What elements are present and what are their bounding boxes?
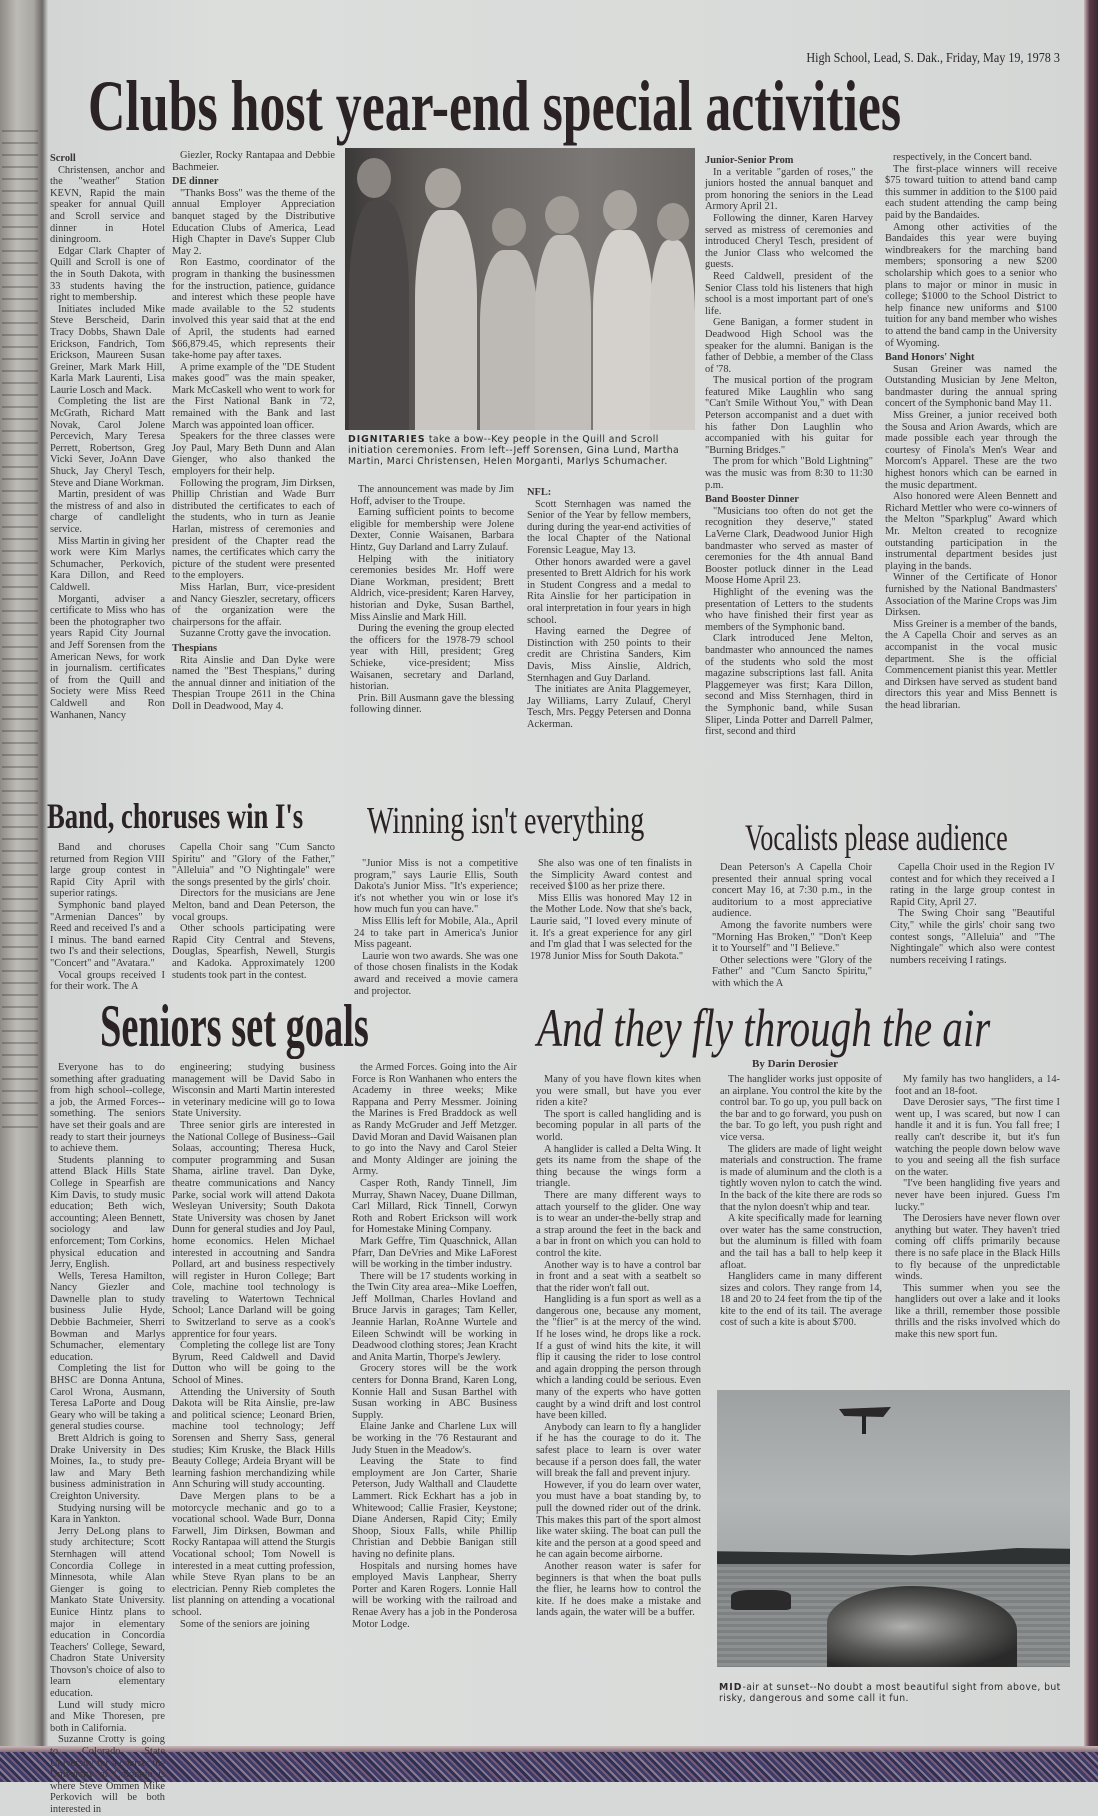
fly-column-3 — [895, 1074, 1060, 1386]
headline-fly: And they fly through the air — [537, 998, 991, 1058]
headline-winning: Winning isn't everything — [367, 800, 645, 842]
paragraph: Anybody can learn to fly a hanglider if he has the courage to do it. The safest place to learn is over water because if a person does fall, the water will break the fall and prevent injury. — [536, 1421, 701, 1480]
paragraph: Rita Ainslie and Dan Dyke were named the "Best Thespians," during the annual dinner and initiation of the Thespian Troupe 2611 in the China Doll in Deadwood, May 4. — [172, 654, 335, 712]
subhead: Band Booster Dinner — [705, 494, 799, 506]
paragraph: Reed Caldwell, president of the Senior Class told his listeners that high school is a most important part of one's life. — [705, 270, 873, 317]
clubs-column-3b — [527, 484, 691, 794]
paragraph: Directors for the musicians are Jene Melton, band and Dean Peterson, the vocal groups. — [172, 888, 335, 923]
paragraph: Vocal groups received I for their work. The A — [50, 969, 165, 993]
paragraph: Among the favorite numbers were "Morning Has Broken," "Don't Keep it to Yourself" and "I Believe." — [712, 919, 872, 955]
paragraph: She also was one of ten finalists in the Simplicity Award contest and received $100 as her prize there. — [530, 858, 692, 893]
subhead: DE dinner — [172, 176, 219, 188]
paragraph: Symphonic band played "Armenian Dances" by Reed and received I's and a I minus. The band earned two I's and their selections, "Concert" and "Avatara." — [50, 899, 165, 969]
paragraph: Martin, president of was the mistress of and also in charge of candlelight service. — [50, 489, 165, 535]
paragraph: The sport is called hangliding and is becoming popular in all parts of the world. — [536, 1108, 701, 1143]
paragraph: Initiates included Mike Steve Berscheid, Darin Tracy Dobbs, Shawn Dale Erickson, Fandrich, Tom Erickson, Maureen Susan Greiner, Mark Mark Hill, Karla Mark Laurenti, Lisa Laurie Losch and Mack. — [50, 303, 165, 396]
paragraph: Hangliders came in many different sizes and colors. They range from 14, 18 and 20 to 24 feet from the tip of the kite to the end of its tail. The average cost of such a kite is about $700. — [720, 1271, 882, 1329]
shoreline — [717, 1548, 1070, 1564]
paragraph: Completing the list for BHSC are Donna Antuna, Carol Wrona, Ausmann, Teresa LaPorte and Doug Geary who will be taking a general studies course. — [50, 1363, 165, 1433]
paragraph: A prime example of the "DE Student makes good" was the main speaker, Mark McCaskell who went to work for the First National Bank in '72, remained with the Bank and last March was appointed loan officer. — [172, 361, 335, 431]
subhead: Scroll — [50, 153, 76, 164]
paragraph: Clark introduced Jene Melton, bandmaster who announced the names of the students who sold the most magazine subscriptions last fall. Anita Plaggemeyer was first; Kara Dillon, second and Miss Sternhagen, third in the Symphonic band, while Susan Sliper, Linda Potter and Darrell Palmer, first, second and third — [705, 633, 873, 738]
paragraph: Miss Harlan, Burr, vice-president and Nancy Gieszler, secretary, officers of the organization were the chairpersons for the affair. — [172, 581, 335, 628]
paragraph: The hanglider works just opposite of an airplane. You control the kite by the control bar. To go up, you pull back on the bar and to go forward, you push on the bar. To go left, you push right and vice versa. — [720, 1074, 882, 1143]
paragraph: The Swing Choir sang "Beautiful City," while the girls' choir sang two contest songs, "Alleluia" and "The Nightingale" which also were contest numbers receiving I ratings. — [890, 908, 1055, 966]
paragraph: Winner of the Certificate of Honor furnished by the National Bandmasters' Association of the Marine Crops was Jim Dirksen. — [885, 572, 1057, 619]
person-head — [603, 190, 637, 230]
paragraph: Capella Choir sang "Cum Sancto Spiritu" and "Glory of the Father," "Alleluia" and "O Nightingale" were the songs presented by the girls' choir. — [172, 842, 335, 888]
headline-clubs: Clubs host year-end special activities — [88, 66, 902, 146]
clubs-column-4 — [705, 152, 873, 792]
person-head — [545, 196, 579, 234]
paragraph: Dave Derosier says, "The first time I went up, I was scared, but now I can handle it and it is fun. You fall free; I really can't describe it, but it's fun watching the people down below wave to you and seeing all the fish surface on the water. — [895, 1097, 1060, 1178]
caption-lead: DIGNITARIES — [348, 434, 426, 445]
paragraph: Highlight of the evening was the presentation of Letters to the students who have finished their first year as members of the Symphonic band. — [705, 586, 873, 633]
band-column-2 — [172, 842, 335, 992]
person-figure — [415, 210, 477, 430]
paragraph: Gene Banigan, a former student in Deadwood High School was the speaker for the alumni. Banigan is the father of Debbie, a member of the Class of '78. — [705, 317, 873, 375]
paragraph: Elaine Janke and Charlene Lux will be working in the '76 Restaurant and Judy Stuen in the Meadow's. — [352, 1421, 517, 1456]
paragraph: respectively, in the Concert band. — [893, 152, 1032, 163]
paragraph: Miss Ellis left for Mobile, Ala., April 24 to take part in America's Junior Miss pageant. — [354, 915, 518, 951]
subhead: NFL: — [527, 487, 552, 498]
paragraph: Laurie won two awards. She was one of those chosen finalists in the Kodak award and received a movie camera and projector. — [354, 950, 518, 997]
paragraph: Susan Greiner was named the Outstanding Musician by Jene Melton, bandmaster during the annual spring concert of the Symphonic band May 11. — [885, 363, 1057, 410]
paragraph: Attending the University of South Dakota will be Rita Ainslie, pre-law and political science; Leonard Brien, machine tool technology; Jeff Sorensen and Sherry Sass, general studies; Kim Kruske, the Black Hills Beauty College; Ardeia Bryant will be learning fashion merchandizing while Ann Schuring will study accounting. — [172, 1386, 335, 1491]
paragraph: My family has two hangliders, a 14-foot and an 18-foot. — [895, 1074, 1060, 1097]
paragraph: The initiates are Anita Plaggemeyer, Jay Williams, Larry Zulauf, Cheryl Tesch, Mrs. Peggy Petersen and Donna Ackerman. — [527, 684, 691, 730]
paragraph: Among other activities of the Bandaides this year were buying windbreakers for the marching band members; sponsoring a new $200 scholarship which goes to a senior who plans to major or minor in music in college; $1000 to the School District to help finance new uniforms and $100 tuition for any band member who wishes to attend the band camp in the University of Wyoming. — [885, 221, 1057, 349]
paragraph: "Musicians too often do not get the recognition they deserve," stated LaVerne Clark, Deadwood Junior High bandmaster who served as master of ceremonies for the 4th annual Band Booster potluck dinner in the Lead Moose Home April 23. — [705, 505, 873, 587]
hanglider-photo-caption — [719, 1682, 1069, 1704]
paragraph: The gliders are made of light weight materials and construction. The frame is made of aluminum and the cloth is a tightly woven nylon to catch the wind. In the back of the kite there are rods so that the nylon doesn't whip and tear. — [720, 1143, 882, 1213]
paragraph: Mark Geffre, Tim Quaschnick, Allan Pfarr, Dan DeVries and Mike LaForest will be working in the timber industry. — [352, 1235, 517, 1271]
paragraph: Miss Greiner is a member of the bands, the A Capella Choir and serves as an accompanist in the vocal music department. She is the official Commencement pianist this year. Mettler and Dirksen have served as student band directors this year and Miss Bennett is the head librarian. — [885, 618, 1057, 711]
paragraph: Miss Greiner, a junior received both the Sousa and Arion Awards, which are made possible each year through the courtesy of Finola's Men's Wear and Morcom's Apparel. These are the two highest honors which can be earned in the music department. — [885, 410, 1057, 491]
paragraph: Prin. Bill Ausmann gave the blessing following dinner. — [350, 692, 514, 716]
paragraph: However, if you do learn over water, you must have a boat standing by, to pull the downed rider out of the drink. This makes this part of the sport almost like water skiing. The boat can pull the kite and the person at a good speed and he can again become airborne. — [536, 1479, 701, 1561]
clubs-column-1 — [50, 150, 165, 790]
paragraph: Morganti, adviser a certificate to Miss who has been the photographer two years Rapid City Journal and Jeff Sorensen from the American News, for work in journalism. certificates of from the Quill and Society were Miss Reed Caldwell and Ron Wanhanen, Nancy — [50, 593, 165, 721]
fly-column-2 — [720, 1074, 882, 1386]
clubs-column-5 — [885, 152, 1057, 816]
paragraph: Other honors awarded were a gavel presented to Brett Aldrich for his work in Student Congress and a medal to Rita Ainslie for her participation in oral interpretation in four years in high school. — [527, 556, 691, 626]
paragraph: Ron Eastmo, coordinator of the program in thanking the businessmen for the instruction, patience, guidance and interest which these people have made available to the 52 students involved this year said that at the end of April, the students had earned $66,879.45, which represents their take-home pay after taxes. — [172, 257, 335, 362]
winning-column-2 — [530, 858, 692, 998]
paragraph: Christensen, anchor and the "weather" Station KEVN, Rapid the main speaker for annual Quill and Scroll service and dinner in Hotel diningroom. — [50, 164, 165, 246]
paragraph: The Derosiers have never flown over anything but water. They haven't tried coming off cliffs primarily because there is no safe place in the Black Hills to fly because of the unpredictable winds. — [895, 1213, 1060, 1283]
paragraph: Following the dinner, Karen Harvey served as mistress of ceremonies and introduced Cheryl Tesch, president of the Junior Class who welcomed the guests. — [705, 212, 873, 271]
person-head — [425, 168, 461, 208]
paragraph: Studying nursing will be Kara in Yankton. — [50, 1502, 165, 1526]
dignitaries-photo — [345, 148, 695, 430]
paragraph: Suzanne Crotty is going to Colorado State University for a course; the University of Colorado is where Steve Ommen Mike Perkovich will be both interested in — [50, 1734, 165, 1815]
subhead: Thespians — [172, 642, 218, 654]
paragraph: Helping with the initiatory ceremonies besides Mr. Hoff were Diane Workman, president; Brett Aldrich, vice-president; Karen Harvey, historian and Dyke, Susan Barthel, Miss Ainslie and Mark Hill. — [350, 553, 514, 623]
paragraph: In a veritable "garden of roses," the juniors hosted the annual banquet and prom honoring the seniors in the Lead Armory April 21. — [705, 166, 873, 213]
paragraph: There are many different ways to attach yourself to the glider. One way is to wear an under-the-belly strap and a strap around the feet in the back and a bar in front on which you can hold to control the kite. — [536, 1189, 701, 1259]
paragraph: Dave Mergen plans to be a motorcycle mechanic and go to a vocational school. Wade Burr, Donna Farwell, Jim Dirksen, Bowman and Rocky Rantapaa will attend the Sturgis Vocational school; Tom Nowell is interested in a meat cutting profession, while Steve Ryan plans to be an electrician. Penny Rieb completes the list planning on attending a vocational school. — [172, 1490, 335, 1618]
clubs-column-3 — [350, 484, 514, 794]
person-figure — [593, 230, 653, 430]
person-head — [357, 158, 391, 198]
paragraph: Scott Sternhagen was named the Senior of the Year by fellow members, during during the year-end activities of the local Chapter of the National Forensic League, May 13. — [527, 498, 691, 556]
paragraph: Students planning to attend Black Hills State College in Spearfish are Kim Davis, to study music education; Beth wich, accounting; Aleen Bennett, sociology and law enforcement; Tom Corkins, physical education and Jerry, English. — [50, 1154, 165, 1271]
paragraph: Miss Ellis was honored May 12 in the Mother Lode. Now that she's back, Laurie said, "I loved every minute of it. It's a great experience for any girl and I'm glad that I was selected for the 1978 Junior Miss for South Dakota." — [530, 892, 692, 962]
paragraph: Speakers for the three classes were Joy Paul, Mary Beth Dunn and Alan Gienger, who also thanked the employers for their help. — [172, 431, 335, 478]
paragraph: During the evening the group elected the officers for the 1978-79 school year with Hill, president; Greg Schieke, vice-president; Miss Waisanen, secretary and Darland, historian. — [350, 623, 514, 693]
paragraph: Also honored were Aleen Bennett and Richard Mettler who were co-winners of the Melton "Sparkplug" Award which Mr. Melton created to recognize outstanding participation in the instrumental department besides just playing in the bands. — [885, 491, 1057, 572]
paragraph: Some of the seniors are joining — [180, 1618, 310, 1630]
paragraph: Another reason water is safer for beginners is that when the boat pulls the flier, he learns how to control the kite. If he does make a mistake and lands again, the water will be a buffer. — [536, 1560, 701, 1619]
subhead: Junior-Senior Prom — [705, 155, 794, 166]
dateline: High School, Lead, S. Dak., Friday, May 19, 1978 3 — [806, 50, 1060, 65]
paragraph: The musical portion of the program featured Mike Laughlin who sang "Can't Smile Without You," with Dean Peterson accompanist and a duet with his father Don Laughlin who accompanied with his guitar for "Burning Bridges." — [705, 375, 873, 456]
paragraph: This summer when you see the hangliders out over a lake and it looks like a thrill, remember those possible thrills and the risks involved which do make this new sport fun. — [895, 1282, 1060, 1341]
paragraph: Wells, Teresa Hamilton, Nancy Giezler and Dawnelle plan to study business Julie Hyde, Debbie Bachmeier, Sherri Bowman and Marlys Schumacher, elementary education. — [50, 1270, 165, 1363]
paragraph: Band and choruses returned from Region VIII large group contest in Rapid City April with superior ratings. — [50, 842, 165, 900]
paragraph: Grocery stores will be the work centers for Donna Brand, Karen Long, Konnie Hall and Susan Barthel with Susan working in ABC Business Supply. — [352, 1363, 517, 1421]
seniors-column-2 — [172, 1062, 335, 1747]
caption-lead: MID — [719, 1682, 743, 1693]
paragraph: engineering; studying business management will be David Sabo in Wisconsin and Marti Martin interested in veterinary medicine will go to Iowa State University. — [172, 1062, 335, 1120]
band-column-1 — [50, 842, 165, 992]
seniors-column-3 — [352, 1062, 517, 1747]
person-figure — [480, 250, 538, 430]
person-head — [492, 208, 526, 246]
paragraph: The announcement was made by Jim Hoff, adviser to the Troupe. — [350, 484, 514, 507]
paragraph: Everyone has to do something after graduating from high school--college, a job, the Armed Forces--something. The seniors have set their goals and are ready to start their journeys to achieve them. — [50, 1062, 165, 1155]
paragraph: Following the program, Jim Dirksen, Phillip Christian and Wade Burr distributed the certificates to each of the students, who in turn as Jeanie Harlan, mistress of ceremonies and president of the Chapter read the names, the certificates which carry the picture of the student were presented to the employers. — [172, 477, 335, 582]
paragraph: Giezler, Rocky Rantapaa and Debbie Bachmeier. — [172, 150, 335, 173]
paragraph: "Thanks Boss" was the theme of the annual Employer Appreciation banquet staged by the Distributive Education Clubs of America, Lead High Chapter in Dave's Supper Club May 2. — [172, 187, 335, 257]
paragraph: Other selections were "Glory of the Father" and "Cum Sancto Spiritu," with which the A — [712, 954, 872, 989]
paragraph: Dean Peterson's A Capella Choir presented their annual spring vocal concert May 16, at 7:30 p.m., in the auditorium to a most appreciative audience. — [712, 862, 872, 920]
paragraph: Completing the list are McGrath, Richard Matt Novak, Carol Jolene Percevich, Mary Teresa Perrett, Robertson, Greg Vicki Sever, JoAnn Dave Shuck, Jay Cheryl Tesch, Steve and Diane Workman. — [50, 396, 165, 489]
person-head — [657, 203, 689, 241]
pilot-silhouette — [862, 1416, 866, 1434]
paragraph: There will be 17 students working in the Twin City area area--Mike Loeffen, Jeff Mollman, Charles Hovland and Bruce Jarvis in garages; Tam Keller, Jeannie Harlan, RoAnne Wurtele and Eileen Schwindt will be working in Deadwood clothing stores; Jean Kracht and Anita Martin, Thorpe's Jewlery. — [352, 1270, 517, 1363]
paragraph: Casper Roth, Randy Tinnell, Jim Murray, Shawn Nacey, Duane Dillman, Carl Millard, Rick Tinnell, Corwyn Roth and Robert Erickson will work for Homestake Mining Company. — [352, 1177, 517, 1236]
paragraph: Suzanne Crotty gave the invocation. — [180, 628, 331, 640]
paragraph: The prom for which "Bold Lightning" was the music was from 8:30 to 11:30 p.m. — [705, 456, 873, 491]
paragraph: Capella Choir used in the Region IV contest and for which they received a I rating in the large group contest in Rapid City, April 27. — [890, 862, 1055, 908]
paragraph: Earning sufficient points to become eligible for membership were Jolene Dexter, Connie Waisanen, Barbara Hintz, Guy Darland and Larry Zulauf. — [350, 507, 514, 553]
fly-column-1 — [536, 1074, 701, 1746]
paragraph: Edgar Clark Chapter of Quill and Scroll is one of the in South Dakota, with 33 students having the right to membership. — [50, 245, 165, 304]
paragraph: Miss Martin in giving her work were Kim Marlys Schumacher, Perkovich, Kara Dillon, and Reed Caldwell. — [50, 535, 165, 593]
byline: By Darin Derosier — [752, 1058, 838, 1070]
paragraph: A kite specifically made for learning over water has the same construction, but the aluminum is filled with foam and the tail has a ball to help keep it afloat. — [720, 1213, 882, 1271]
facing-page-text — [2, 130, 38, 1130]
paragraph: Leaving the State to find employment are Jon Carter, Sharie Peterson, Judy Walthall and Claudette Lammert. Rick Eckhart has a job in Whitewood; Callie Frasier, Keystone; Diane Andersen, Rapid City; Emily Shoop, Sioux Falls, while Phillip Christian and Debbie Banigan still having no definite plans. — [352, 1456, 517, 1560]
caption-text: take a bow--Key people in the Quill and Scroll initiation ceremonies. From left--Jeff Sorensen, Gina Lund, Martha Martin, Marci Christensen, Helen Morganti, Marlys Schumacher. — [348, 434, 680, 467]
paragraph: A hanglider is called a Delta Wing. It gets its name from the shape of the thing because the wings form a triangle. — [536, 1143, 701, 1190]
paragraph: the Armed Forces. Going into the Air Force is Ron Wanhanen who enters the Academy in three weeks; Mike Rappana and Perry Messmer. Joining the Marines is Fred Braddock as well as Randy McGruder and Jeff Metzger. David Moran and David Waisanen plan to go into the Navy and Carol Steier and Monty Aldinger are joining the Army. — [352, 1062, 517, 1178]
binder-edge — [1084, 0, 1098, 1782]
seniors-column-1 — [50, 1062, 165, 1815]
clubs-column-2 — [172, 150, 335, 790]
paragraph: Having earned the Degree of Distinction with 250 points to their credit are Christina Sanders, Kim Davis, Miss Ainslie, Aldrich, Sternhagen and Guy Darland. — [527, 626, 691, 684]
binding-gutter — [0, 0, 48, 1760]
dignitaries-photo-caption — [348, 434, 693, 467]
subhead: Band Honors' Night — [885, 352, 975, 364]
person-figure — [650, 240, 695, 430]
caption-text: -air at sunset--No doubt a most beautiful sight from above, but risky, dangerous and some call it fun. — [719, 1682, 1061, 1704]
paragraph: Other schools participating were Rapid City Central and Stevens, Douglas, Spearfish, Newell, Sturgis and Kadoka. Approximately 1200 students took part in the contest. — [172, 923, 335, 981]
paragraph: Jerry DeLong plans to study architecture; Scott Sternhagen will attend Concordia College in Minnesota, while Alan Gienger is going to Mankato State University. Eunice Hintz plans to major in elementary education in Concordia Teachers' College, Seward, Chadron State University Thovson's choice of also to learn elementary education. — [50, 1525, 165, 1700]
paragraph: Brett Aldrich is going to Drake University in Des Moines, Ia., to study pre-law and Mary Beth business administration in Creighton University. — [50, 1433, 165, 1502]
paragraph: Three senior girls are interested in the National College of Business--Gail Solaas, accounting; Theresa Huck, computer programming and Susan Shama, airline travel. Dan Dyke, theatre communications and Nancy Parke, social work will attend Dakota Wesleyan University; South Dakota State University was chosen by Janet Dunn for general studies and Joy Paul, home economics. Helen Michael interested in accoutning and Sandra Pollard, art and business respectively will register in Huron College; Bart Cole, machine tool technology is traveling to Watertown Technical School; Lance Darland will be going to Switzerland to serve as a cook's apprentice for four years. — [172, 1119, 335, 1340]
paragraph: Many of you have flown kites when you were small, but have you ever riden a kite? — [536, 1074, 701, 1109]
vocalists-column-1 — [712, 862, 872, 992]
hanglider-photo — [717, 1390, 1070, 1667]
winning-column-1 — [354, 858, 518, 998]
paragraph: Hangliding is a fun sport as well as a dangerous one, because any moment, the "flier" is at the mercy of the wind. If he loses wind, he drops like a rock. If a gust of wind hits the kite, it will flip it causing the rider to lose control and again dropping the person through which a landing could be serious. Even many of the experts who have gotten caught by a wind drift and lost control have been killed. — [536, 1294, 701, 1422]
paragraph: Hospitals and nursing homes have employed Mavis Lanphear, Sherry Porter and Karen Rogers. Lonnie Hall will be working with the railroad and Renae Avery has a job in the Ponderosa Motor Lodge. — [352, 1560, 517, 1630]
headline-vocalists: Vocalists please audience — [745, 818, 1008, 859]
boat — [731, 1590, 791, 1610]
paragraph: Another way is to have a control bar in front and a seat with a seatbelt so that the rider won't fall out. — [536, 1259, 701, 1294]
headline-seniors: Seniors set goals — [100, 993, 369, 1059]
paragraph: "I've been hangliding five years and never have been injured. Guess I'm lucky." — [895, 1178, 1060, 1213]
paragraph: The first-place winners will receive $75 toward tuition to attend band camp this summer in addition to the $100 paid each student attending the camp being paid by the Bandaides. — [885, 163, 1057, 221]
headline-band: Band, choruses win I's — [47, 796, 304, 836]
vocalists-column-2 — [890, 862, 1055, 992]
paragraph: "Junior Miss is not a competitive program," says Laurie Ellis, South Dakota's Junior Miss. "It's experience; it's not whether you win or lose it's how much fun you can have." — [354, 858, 518, 916]
person-figure — [535, 235, 591, 430]
paragraph: Completing the college list are Tony Byrum, Reed Caldwell and David Dutton who will be going to the School of Mines. — [172, 1340, 335, 1387]
paragraph: Lund will study micro and Mike Thoresen, pre both in California. — [50, 1699, 165, 1734]
person-figure — [349, 200, 409, 430]
